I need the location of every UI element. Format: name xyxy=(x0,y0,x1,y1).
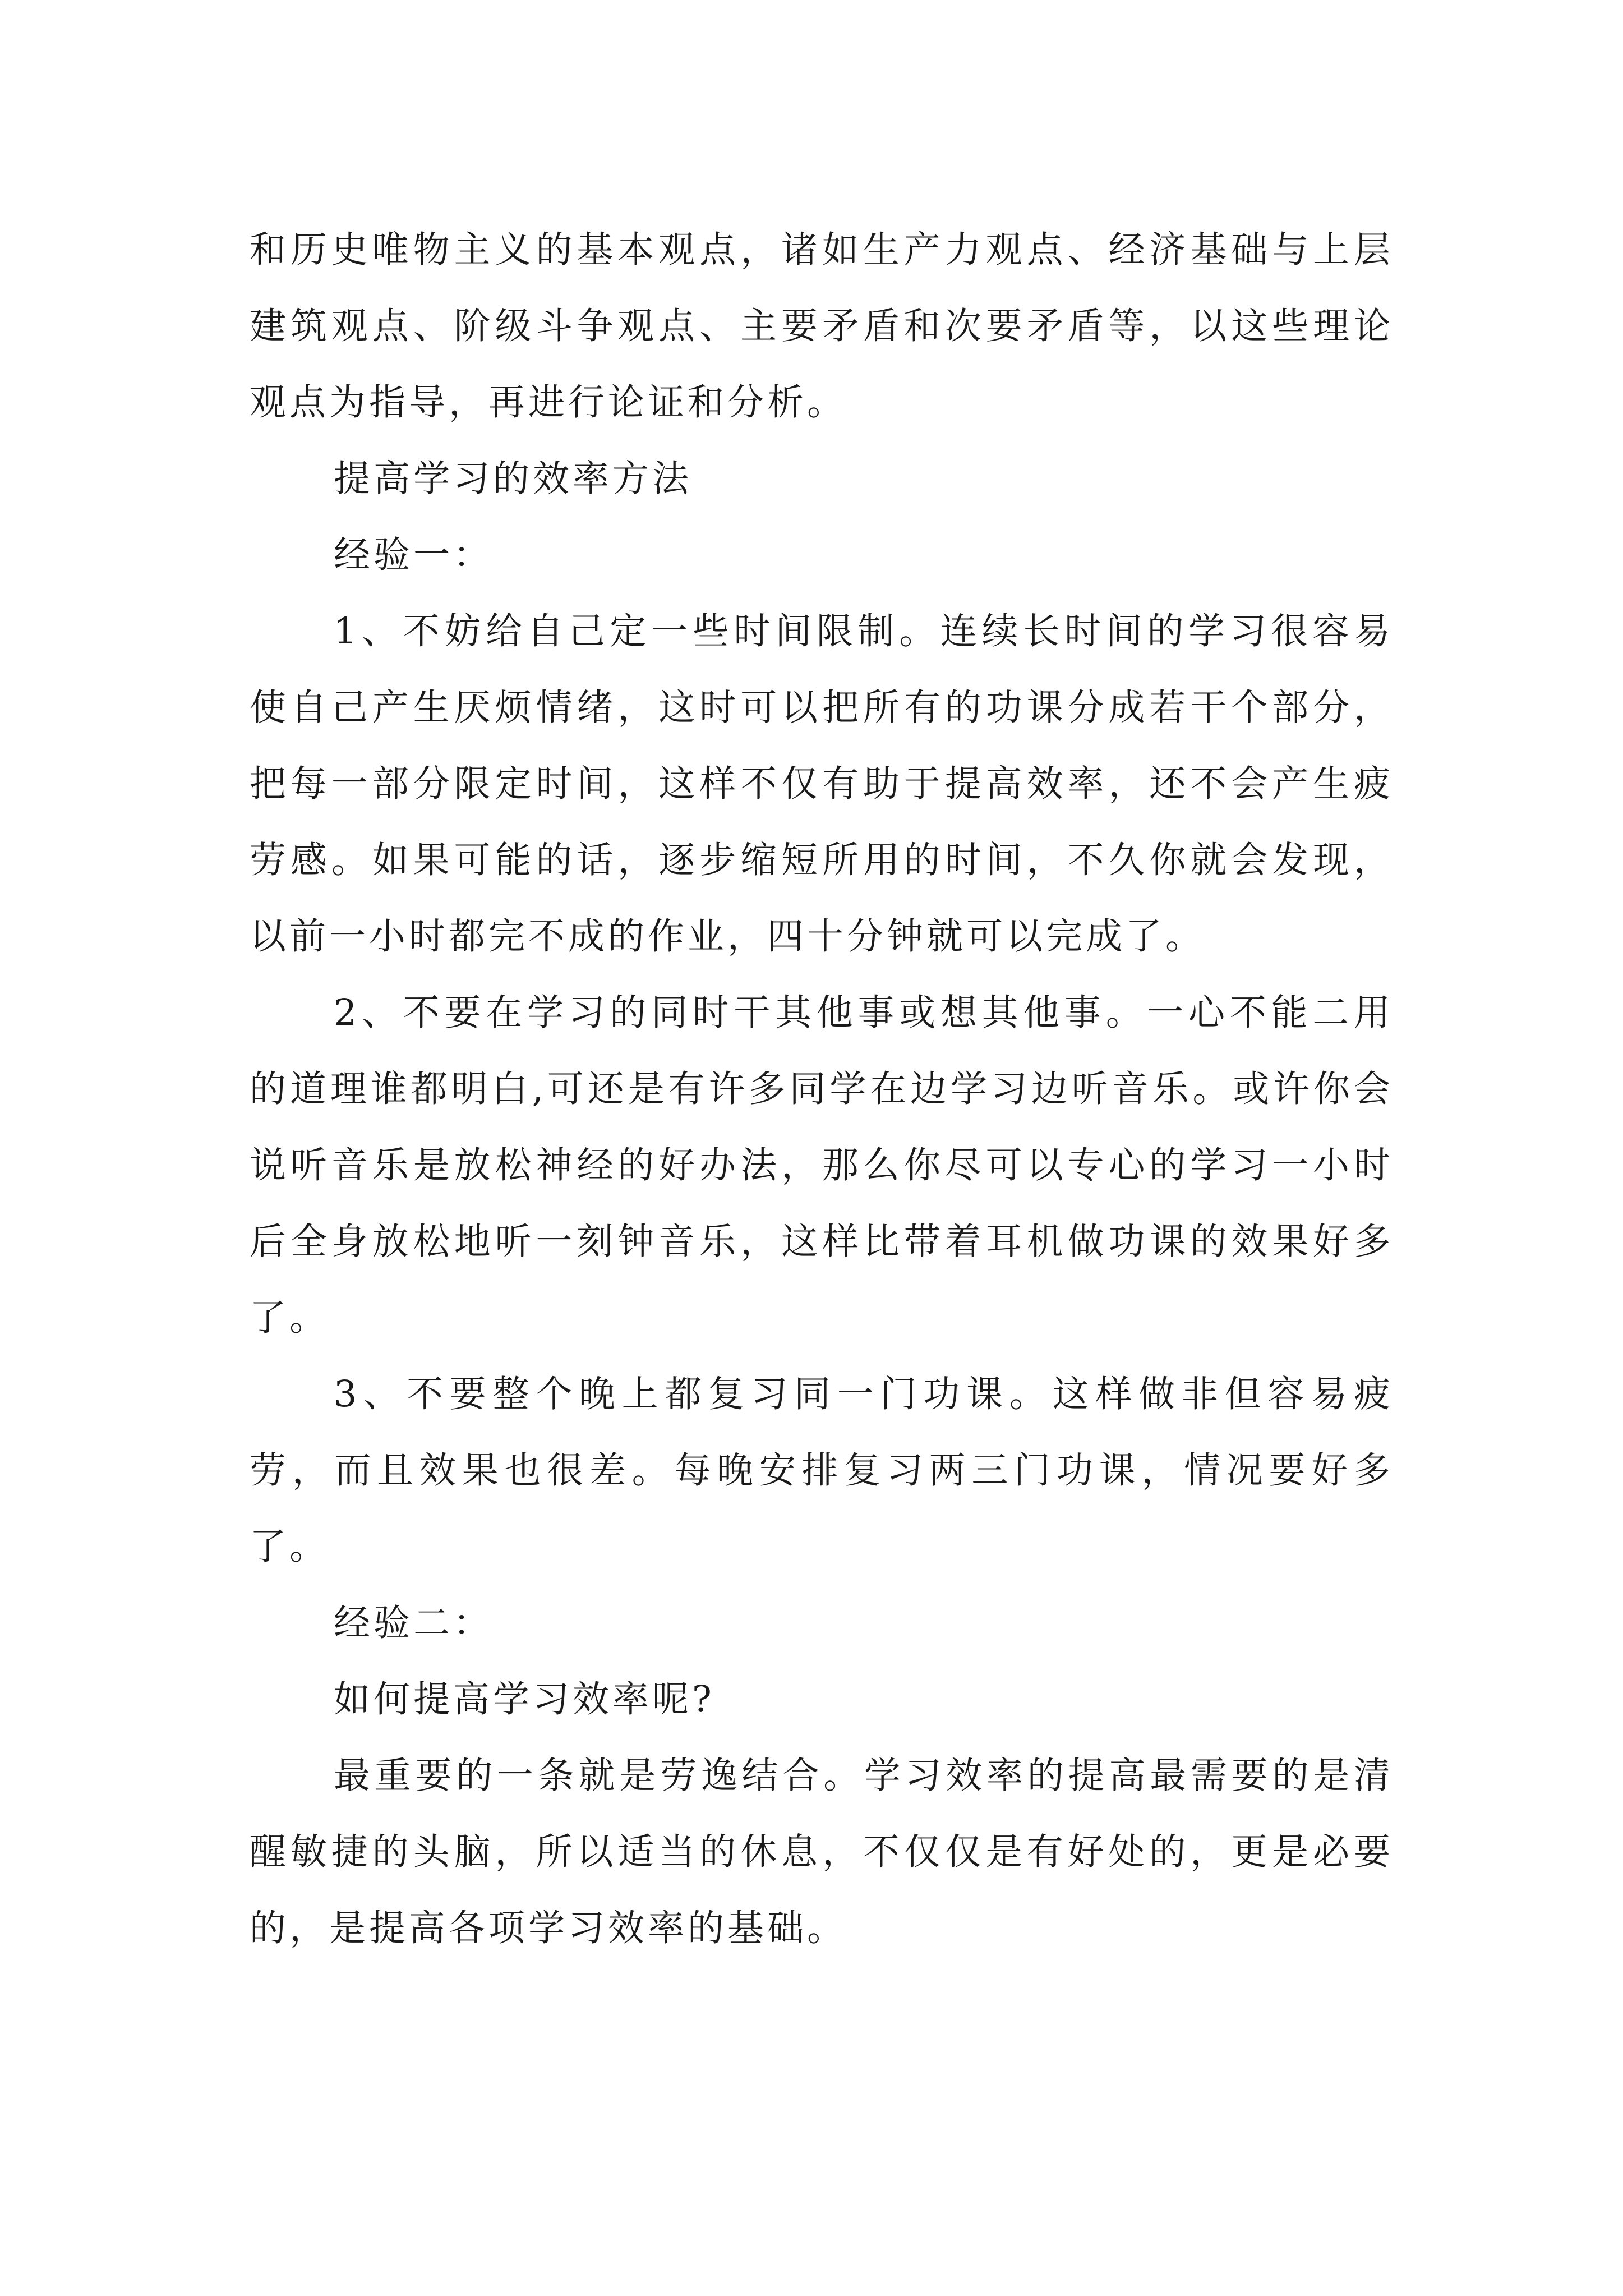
paragraph-final: 最重要的一条就是劳逸结合。学习效率的提高最需要的是清醒敏捷的头脑，所以适当的休息，不仅仅是有好处的，更是必要的，是提高各项学习效率的基础。 xyxy=(250,1755,1394,1949)
subheading-experience-two: 经验二： xyxy=(334,1602,494,1644)
paragraph-item-2: 2、不要在学习的同时干其他事或想其他事。一心不能二用的道理谁都明白,可还是有许多同学在边学习边听音乐。或许你会说听音乐是放松神经的好办法，那么你尽可以专心的学习一小时后全身放松地听一刻钟音乐，这样比带着耳机做功课的效果好多了。 xyxy=(250,992,1394,1339)
paragraph-item-1: 1、不妨给自己定一些时间限制。连续长时间的学习很容易使自己产生厌烦情绪，这时可以把所有的功课分成若干个部分，把每一部分限定时间，这样不仅有助于提高效率，还不会产生疲劳感。如果可能的话，逐步缩短所用的时间，不久你就会发现，以前一小时都完不成的作业，四十分钟就可以完成了。 xyxy=(250,610,1394,958)
section-heading: 提高学习的效率方法 xyxy=(334,458,693,500)
paragraph-continuation: 和历史唯物主义的基本观点，诸如生产力观点、经济基础与上层建筑观点、阶级斗争观点、主要矛盾和次要矛盾等，以这些理论观点为指导，再进行论证和分析。 xyxy=(250,229,1394,424)
paragraph-item-3: 3、不要整个晚上都复习同一门功课。这样做非但容易疲劳，而且效果也很差。每晚安排复习两三门功课，情况要好多了。 xyxy=(250,1373,1394,1568)
body-text xyxy=(250,212,1394,1967)
subheading-experience-one: 经验一： xyxy=(334,534,494,576)
question-line: 如何提高学习效率呢? xyxy=(334,1678,715,1720)
